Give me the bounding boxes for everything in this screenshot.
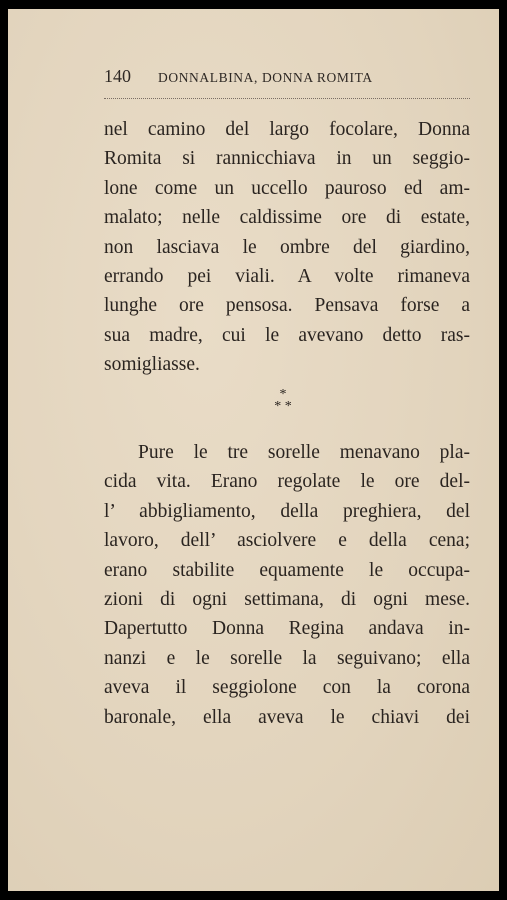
- text-line: somigliasse.: [104, 354, 200, 376]
- asterism-top: *: [279, 387, 287, 402]
- text-line: nanzi e le sorelle la seguivano; ella: [104, 647, 470, 669]
- header-rule: [104, 98, 470, 99]
- text-line: l’ abbigliamento, della preghiera, del: [104, 500, 470, 522]
- text-line: malato; nelle caldissime ore di estate,: [104, 207, 470, 229]
- text-line: zioni di ogni settimana, di ogni mese.: [104, 588, 470, 610]
- text-line: Pure le tre sorelle menavano pla-: [138, 442, 470, 463]
- text-line: nel camino del largo focolare, Donna: [104, 119, 470, 140]
- text-line: baronale, ella aveva le chiavi dei: [104, 706, 470, 728]
- section-break-asterism: [258, 389, 308, 413]
- text-line: non lasciava le ombre del giardino,: [104, 236, 470, 258]
- text-line: Romita si rannicchiava in un seggio-: [104, 148, 470, 170]
- paragraph-2: [104, 438, 470, 732]
- asterism-bottom: * *: [274, 399, 292, 414]
- text-line: aveva il seggiolone con la corona: [104, 677, 470, 699]
- running-head: DONNALBINA, DONNA ROMITA: [158, 70, 373, 85]
- page-header: [104, 64, 484, 88]
- text-line: lavoro, dell’ asciolvere e della cena;: [104, 530, 470, 552]
- page-number: 140: [104, 66, 131, 86]
- text-line: sua madre, cui le avevano detto ras-: [104, 324, 470, 346]
- book-page: [8, 9, 499, 891]
- text-line: lone come un uccello pauroso ed am-: [104, 177, 470, 199]
- text-line: Dapertutto Donna Regina andava in-: [104, 618, 470, 640]
- text-line: erano stabilite equamente le occupa-: [104, 559, 470, 581]
- text-line: errando pei viali. A volte rimaneva: [104, 265, 470, 287]
- text-line: lunghe ore pensosa. Pensava forse a: [104, 295, 470, 317]
- text-line: cida vita. Erano regolate le ore del-: [104, 471, 470, 493]
- paragraph-1: [104, 115, 470, 380]
